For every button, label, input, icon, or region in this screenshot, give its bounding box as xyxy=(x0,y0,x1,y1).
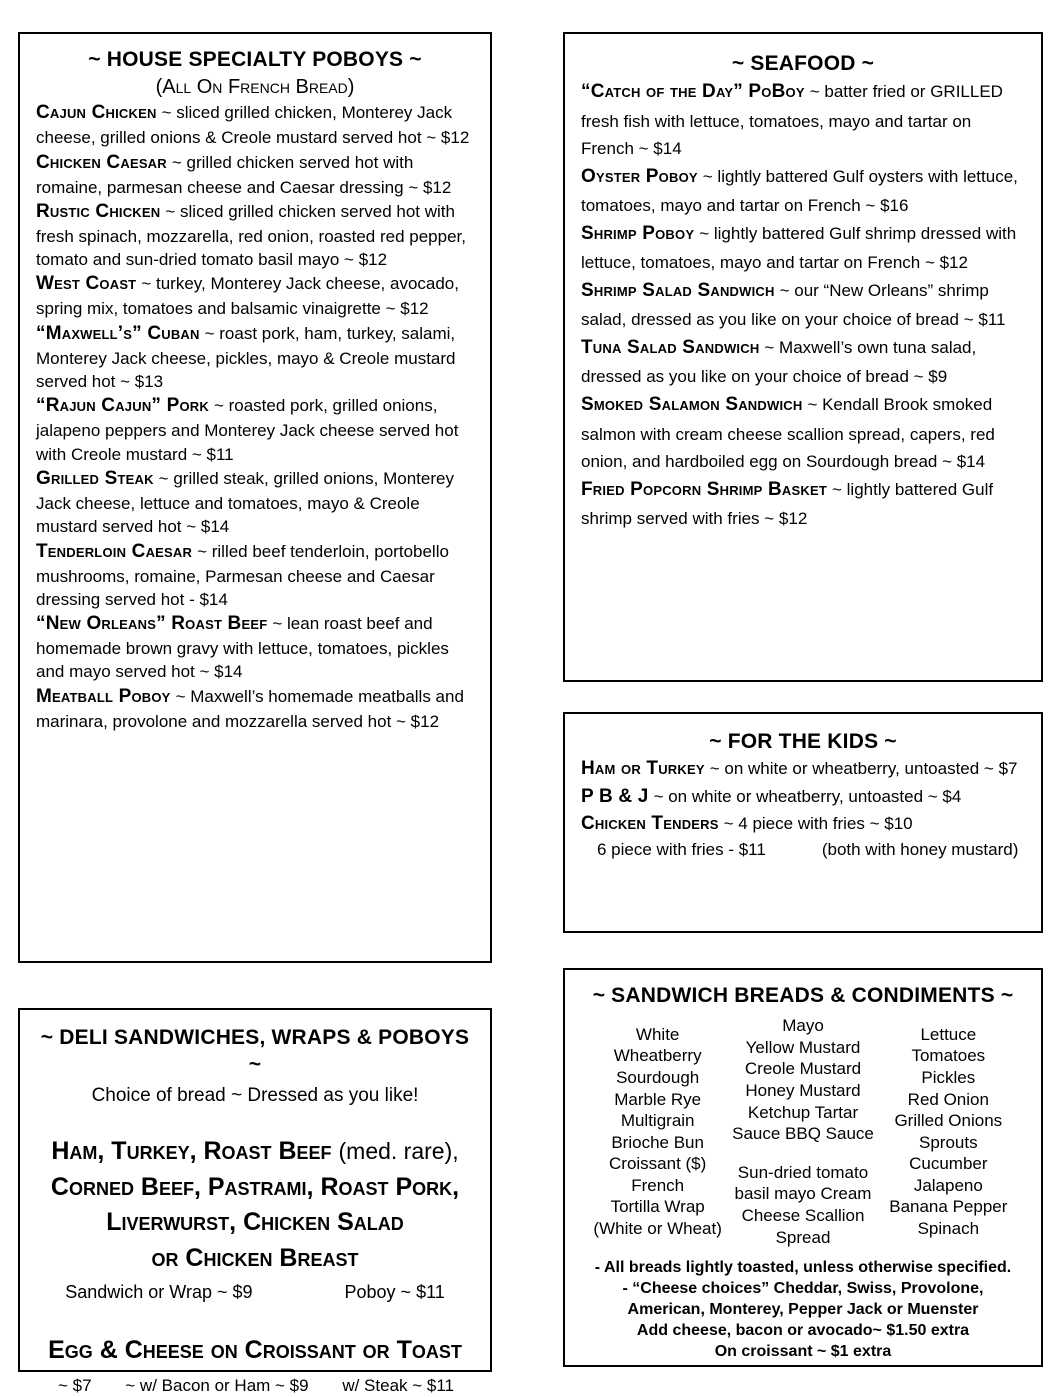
note-line: American, Monterey, Pepper Jack or Muenster xyxy=(627,1300,979,1318)
topping-option: Sprouts xyxy=(919,1132,978,1152)
menu-item-pb-and-j xyxy=(581,783,1025,811)
menu-item-desc: ~ roasted pork, grilled onions, jalapeno peppers and Monterey Jack cheese served hot with Creole mustard ~ $11 xyxy=(36,396,459,464)
seafood-section-title: ~ SEAFOOD ~ xyxy=(731,52,875,75)
menu-item-smoked-salamon-sandwich xyxy=(581,390,1025,474)
menu-item-desc: ~ sliced grilled chicken served hot with fresh spinach, mozzarella, red onion, roasted red pepper, tomato and sun-dried tomato basil mayo ~ $12 xyxy=(36,201,466,270)
menu-item-desc: ~ rilled beef tenderloin, portobello mushrooms, romaine, Parmesan cheese and Caesar dressing served hot - $14 xyxy=(36,541,449,609)
section-deli-sandwiches xyxy=(18,1008,492,1395)
note-line: On croissant ~ $1 extra xyxy=(714,1342,892,1360)
menu-item-chicken-tenders xyxy=(581,810,1025,838)
menu-item-desc: ~ turkey, Monterey Jack cheese, avocado, spring mix, tomatoes and balsamic vinaigrette ~ $12 xyxy=(36,274,459,319)
egg-base-price: ~ $7 xyxy=(58,1375,92,1395)
menu-item-name: Oyster Poboy xyxy=(581,165,698,187)
deli-egg-price-row xyxy=(32,1376,478,1396)
deli-sandwich-wrap-price: Sandwich or Wrap ~ $9 xyxy=(65,1282,253,1303)
menu-item-west-coast xyxy=(36,271,474,320)
deli-meats-names: Ham, Turkey, Roast Beef xyxy=(51,1137,332,1166)
menu-item-name: “Maxwell’s” Cuban xyxy=(36,322,200,344)
sauce-option: Cheese Scallion xyxy=(741,1205,865,1225)
menu-item-meatball-poboy xyxy=(36,684,474,733)
bread-option: White xyxy=(635,1024,680,1044)
egg-bacon-ham-price: ~ w/ Bacon or Ham ~ $9 xyxy=(125,1375,309,1395)
menu-item-name: Chicken Tenders xyxy=(581,813,719,835)
menu-item-name: Tenderloin Caesar xyxy=(36,540,193,562)
sauces-column xyxy=(730,1015,875,1248)
house-section-title: ~ HOUSE SPECIALTY POBOYS ~ xyxy=(88,48,422,71)
topping-option: Banana Pepper xyxy=(889,1197,1008,1217)
bread-option: Brioche Bun xyxy=(611,1132,704,1152)
menu-item-grilled-steak xyxy=(36,466,474,539)
menu-item-tenderloin-caesar xyxy=(36,539,474,612)
menu-item-desc: ~ Maxwell’s homemade meatballs and marinara, provolone and mozzarella served hot ~ $12 xyxy=(36,686,464,731)
menu-item-cajun-chicken xyxy=(36,100,474,149)
sauce-option: Yellow Mustard xyxy=(745,1037,861,1057)
sauce-option: Sun-dried tomato xyxy=(737,1162,869,1182)
topping-option: Grilled Onions xyxy=(894,1111,1003,1131)
menu-item-desc: ~ batter fried or GRILLED fresh fish with lettuce, tomatoes, mayo and tartar on French ~ $14 xyxy=(581,82,1003,158)
sauce-option: Honey Mustard xyxy=(745,1081,861,1101)
sauce-option: Mayo xyxy=(782,1016,824,1036)
kids-section-title: ~ FOR THE KIDS ~ xyxy=(709,730,897,753)
menu-item-name: “Rajun Cajun” Pork xyxy=(36,395,209,417)
menu-item-desc: ~ grilled steak, grilled onions, Monterey Jack cheese, lettuce and tomatoes, mayo & Creole mustard served hot ~ $14 xyxy=(36,468,454,537)
deli-meats-line-2: Corned Beef, Pastrami, Roast Pork, xyxy=(50,1172,460,1201)
menu-item-name: Ham or Turkey xyxy=(581,758,705,780)
menu-item-name: Meatball Poboy xyxy=(36,685,171,707)
note-line: - All breads lightly toasted, unless otherwise specified. xyxy=(594,1259,1012,1277)
menu-item-rajun-cajun-pork xyxy=(36,393,474,466)
topping-option: Spinach xyxy=(917,1219,980,1238)
bread-option: (White or Wheat) xyxy=(593,1219,722,1238)
deli-section-title: ~ DELI SANDWICHES, WRAPS & POBOYS ~ xyxy=(40,1026,470,1077)
menu-item-name: Shrimp Poboy xyxy=(581,222,695,244)
sauce-option: Spread xyxy=(775,1227,831,1247)
note-line: - “Cheese choices” Cheddar, Swiss, Provolone, xyxy=(622,1280,984,1298)
deli-meats-line-4: or Chicken Breast xyxy=(151,1243,359,1272)
egg-steak-price: w/ Steak ~ $11 xyxy=(342,1375,454,1395)
bread-option: Croissant ($) xyxy=(609,1154,707,1174)
menu-item-name: “New Orleans” Roast Beef xyxy=(36,613,268,635)
sauce-option: Creole Mustard xyxy=(744,1059,862,1079)
toppings-column xyxy=(876,1024,1021,1240)
bread-option: French xyxy=(631,1175,685,1195)
menu-item-desc: ~ lean roast beef and homemade brown gravy with lettuce, tomatoes, pickles and mayo served hot ~ $14 xyxy=(36,614,449,682)
menu-item-chicken-caesar xyxy=(36,150,474,199)
section-seafood xyxy=(563,32,1043,682)
note-line: Add cheese, bacon or avocado~ $1.50 extra xyxy=(636,1321,970,1339)
menu-item-name: “Catch of the Day” PoBoy xyxy=(581,81,805,103)
menu-item-desc: ~ Maxwell’s own tuna salad, dressed as you like on your choice of bread ~ $9 xyxy=(581,338,977,387)
section-breads-and-condiments xyxy=(563,968,1043,1367)
menu-item-ham-or-turkey xyxy=(581,755,1025,783)
menu-item-fried-popcorn-shrimp-basket xyxy=(581,475,1025,532)
bread-option: Multigrain xyxy=(620,1111,695,1131)
topping-option: Tomatoes xyxy=(911,1046,986,1066)
menu-item-desc: ~ grilled chicken served hot with romaine, parmesan cheese and Caesar dressing ~ $12 xyxy=(36,152,452,197)
bread-option: Tortilla Wrap xyxy=(610,1197,705,1217)
chicken-tenders-honey-mustard-note: (both with honey mustard) xyxy=(821,839,1019,859)
menu-item-name: Smoked Salamon Sandwich xyxy=(581,394,803,416)
deli-poboy-price: Poboy ~ $11 xyxy=(344,1282,445,1303)
bread-option: Wheatberry xyxy=(613,1046,702,1066)
menu-item-shrimp-poboy xyxy=(581,219,1025,276)
menu-item-oyster-poboy xyxy=(581,162,1025,219)
sauce-option: basil mayo Cream xyxy=(734,1184,872,1204)
sauce-option: Sauce BBQ Sauce xyxy=(732,1124,874,1144)
deli-egg-cheese-title: Egg & Cheese on Croissant or Toast xyxy=(48,1336,462,1365)
menu-item-name: West Coast xyxy=(36,273,137,295)
condiments-section-title: ~ SANDWICH BREADS & CONDIMENTS ~ xyxy=(592,984,1014,1007)
menu-item-name: P B & J xyxy=(581,785,649,807)
condiments-notes xyxy=(577,1258,1029,1363)
topping-option: Pickles xyxy=(921,1067,976,1087)
menu-item-desc: ~ lightly battered Gulf shrimp dressed with lettuce, tomatoes, mayo and tartar on French ~ $12 xyxy=(581,223,1017,272)
bread-option: Sourdough xyxy=(616,1067,700,1087)
menu-item-tuna-salad-sandwich xyxy=(581,333,1025,390)
menu-item-name: Cajun Chicken xyxy=(36,102,157,124)
house-section-subtitle: (All On French Bread) xyxy=(155,76,355,99)
menu-item-maxwells-cuban xyxy=(36,321,474,394)
deli-meats-line-3: Liverwurst, Chicken Salad xyxy=(106,1208,404,1237)
topping-option: Cucumber xyxy=(909,1154,988,1174)
menu-item-chicken-tenders-line2 xyxy=(581,838,1025,863)
menu-item-desc: ~ our “New Orleans” shrimp salad, dressed as you like on your choice of bread ~ $11 xyxy=(581,280,1006,330)
deli-price-row xyxy=(32,1282,478,1303)
menu-item-name: Grilled Steak xyxy=(36,467,154,489)
deli-section-subtitle: Choice of bread ~ Dressed as you like! xyxy=(91,1084,419,1106)
menu-item-name: Tuna Salad Sandwich xyxy=(581,337,760,359)
deli-med-rare-note: (med. rare), xyxy=(338,1138,459,1165)
topping-option: Jalapeno xyxy=(913,1175,983,1195)
topping-option: Red Onion xyxy=(907,1089,989,1109)
menu-item-shrimp-salad-sandwich xyxy=(581,276,1025,333)
section-for-the-kids xyxy=(563,712,1043,933)
menu-item-rustic-chicken xyxy=(36,199,474,272)
menu-item-name: Chicken Caesar xyxy=(36,151,167,173)
condiments-columns xyxy=(577,1015,1029,1248)
sauce-option: Ketchup Tartar xyxy=(747,1102,859,1122)
chicken-tenders-six-piece-price: 6 piece with fries - $11 xyxy=(597,839,766,859)
bread-option: Marble Rye xyxy=(614,1089,702,1109)
menu-item-desc: ~ roast pork, ham, turkey, salami, Monterey Jack cheese, pickles, mayo & Creole mustard served hot ~ $13 xyxy=(36,323,456,392)
menu-item-desc: ~ on white or wheatberry, untoasted ~ $4 xyxy=(653,786,962,806)
deli-meats-line-1 xyxy=(32,1134,478,1170)
menu-item-desc: ~ sliced grilled chicken, Monterey Jack cheese, grilled onions & Creole mustard served hot ~ $12 xyxy=(36,103,470,148)
menu-item-desc: ~ lightly battered Gulf shrimp served with fries ~ $12 xyxy=(581,479,994,528)
topping-option: Lettuce xyxy=(920,1024,977,1044)
menu-item-desc: ~ on white or wheatberry, untoasted ~ $7 xyxy=(709,759,1018,779)
menu-item-name: Fried Popcorn Shrimp Basket xyxy=(581,478,827,500)
menu-item-desc: ~ 4 piece with fries ~ $10 xyxy=(723,814,913,834)
menu-item-catch-of-the-day-poboy xyxy=(581,77,1025,161)
menu-item-new-orleans-roast-beef xyxy=(36,611,474,684)
breads-column xyxy=(585,1024,730,1240)
menu-item-desc: ~ Kendall Brook smoked salmon with cream cheese scallion spread, capers, red onion, and hardboiled egg on Sourdough bread ~ $14 xyxy=(581,395,995,471)
section-house-specialty-poboys xyxy=(18,32,492,963)
menu-item-name: Rustic Chicken xyxy=(36,200,161,222)
menu-item-desc: ~ lightly battered Gulf oysters with lettuce, tomatoes, mayo and tartar on French ~ $16 xyxy=(581,166,1018,215)
menu-item-name: Shrimp Salad Sandwich xyxy=(581,279,775,301)
